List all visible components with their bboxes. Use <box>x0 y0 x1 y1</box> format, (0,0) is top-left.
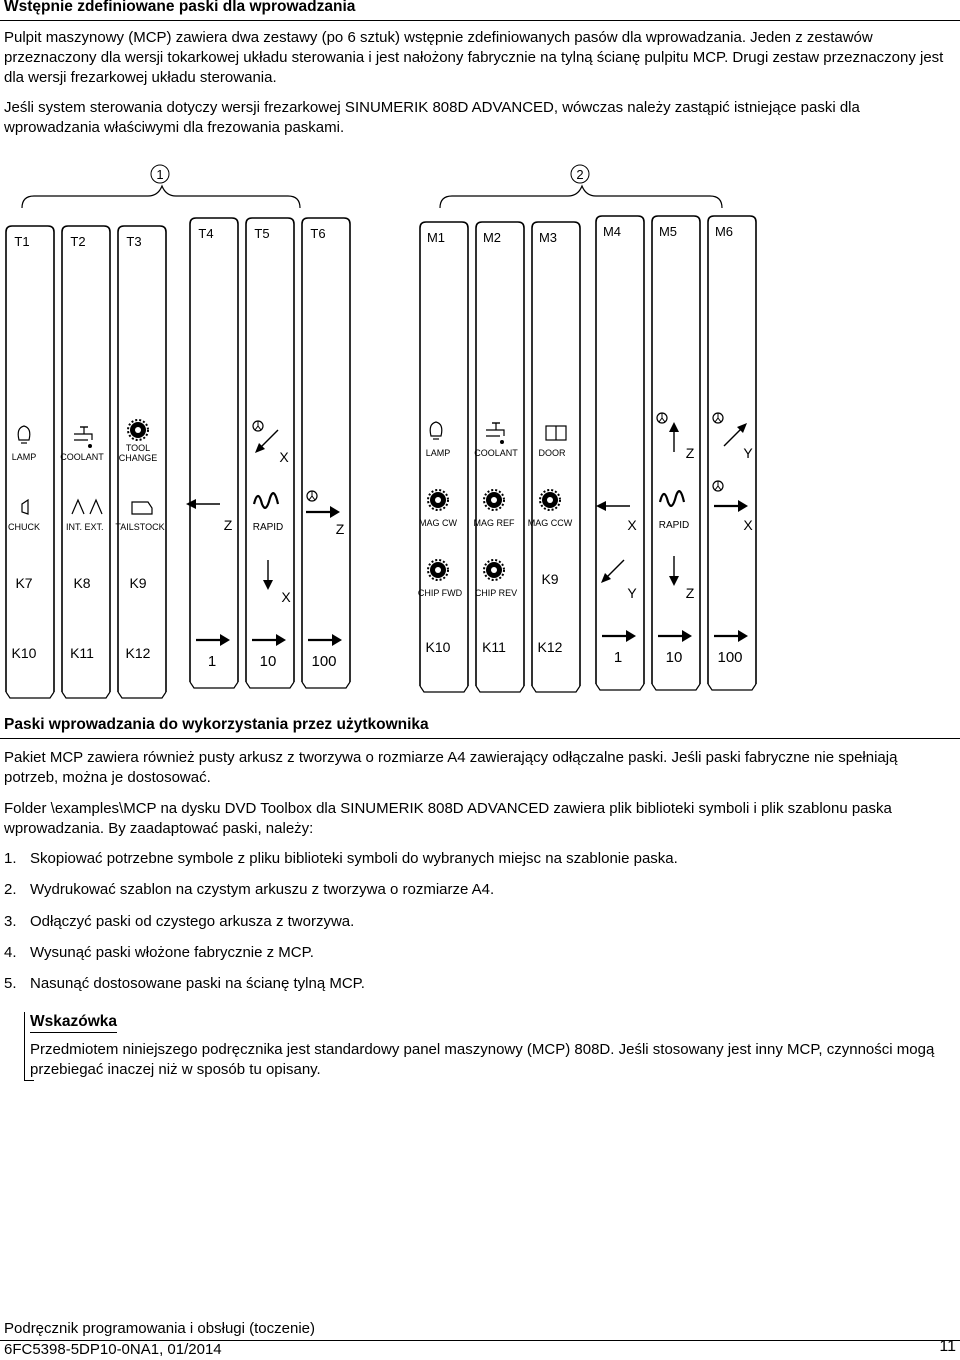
chip-fwd-icon <box>428 560 448 580</box>
mag-ref-icon <box>484 490 504 510</box>
strip-label: Z <box>685 585 695 601</box>
strip-label: Z <box>685 445 695 461</box>
subsection-heading: Paski wprowadzania do wykorzystania przez użytkownika <box>4 716 429 733</box>
insert-strip-m3 <box>528 222 580 692</box>
spindle-icon <box>713 481 723 491</box>
mag-cw-icon <box>428 490 448 510</box>
insert-strip-m5 <box>652 216 700 690</box>
spindle-icon <box>657 413 667 423</box>
insert-strip-m4 <box>596 216 644 690</box>
arrow-diag-icon <box>724 423 747 446</box>
list-item: 5. Nasunąć dostosowane paski na ścianę tylną MCP. <box>4 975 365 992</box>
note-text: Przedmiotem niniejszego podręcznika jest standardowy panel maszynowy (MCP) 808D. Jeśli stosowany jest inny MCP, czynności mogą przebiegać inaczej niż w sposób tu opisany. <box>30 1041 935 1078</box>
strip-header: M1 <box>426 230 446 245</box>
strip-label: DOOR <box>538 448 566 458</box>
strip-label: 1 <box>207 653 217 670</box>
insert-strip-t5 <box>246 218 294 688</box>
arrow-right-icon <box>714 500 748 512</box>
brace-milling <box>440 186 722 208</box>
tailstock-icon <box>132 502 152 514</box>
section-heading: Wstępnie zdefiniowane paski dla wprowadzania <box>4 0 356 15</box>
spindle-icon <box>307 491 317 501</box>
arrow-up-icon <box>669 422 679 452</box>
arrow-right-icon <box>196 634 230 646</box>
body-paragraph-2: Folder \examples\MCP na dysku DVD Toolbox dla SINUMERIK 808D ADVANCED zawiera plik biblioteki symboli i plik szablonu paska wprowadzania. By zaadaptować paski, należy: <box>4 800 892 837</box>
insert-strip-t1 <box>6 226 54 698</box>
subsection-heading-bar <box>0 716 960 739</box>
strip-label: CHIP REV <box>474 588 518 598</box>
strip-label: 10 <box>259 653 277 670</box>
strip-header: T6 <box>310 226 326 241</box>
rapid-icon <box>254 493 278 508</box>
arrow-right-icon <box>308 634 342 646</box>
strip-label: CHIP FWD <box>417 588 463 598</box>
strip-label: K11 <box>70 645 94 661</box>
strip-label: 100 <box>717 649 743 666</box>
strip-label: MAG CW <box>419 518 457 528</box>
strip-header: M6 <box>714 224 734 239</box>
strip-label: K12 <box>125 645 151 661</box>
insert-strip-m2 <box>473 222 524 692</box>
brace-turning <box>22 186 300 208</box>
strip-header: T5 <box>254 226 270 241</box>
strip-label: TAILSTOCK <box>115 522 165 532</box>
insert-strip-t2 <box>60 226 110 698</box>
strip-label: INT. <box>65 522 83 532</box>
arrow-left-icon <box>596 501 630 511</box>
strip-label: 100 <box>311 653 337 670</box>
coolant-icon <box>486 423 504 444</box>
arrow-right-icon <box>714 630 748 642</box>
strip-label: Z <box>223 517 233 533</box>
strip-label: 1 <box>613 649 623 666</box>
strip-label: RAPID <box>252 522 284 533</box>
insert-strip-t4 <box>186 218 238 688</box>
intro-paragraph-2: Jeśli system sterowania dotyczy wersji frezarkowej SINUMERIK 808D ADVANCED, wówczas należy zastąpić istniejące paski dla wprowadzania właściwymi dla frezowania paskami. <box>4 99 860 136</box>
callout-2 <box>571 165 589 183</box>
section-heading-bar <box>0 0 960 21</box>
strip-label: LAMP <box>11 452 37 462</box>
strip-label: X <box>627 517 637 533</box>
strip-label: X <box>281 589 291 605</box>
strip-label: CHUCK <box>7 522 41 532</box>
strip-label: Y <box>743 445 753 461</box>
list-item: 1. Skopiować potrzebne symbole z pliku biblioteki symboli do wybranych miejsc na szablonie paska. <box>4 850 678 867</box>
intro-paragraph-1: Pulpit maszynowy (MCP) zawiera dwa zestawy (po 6 sztuk) wstępnie zdefiniowanych pasów dla wprowadzania. Jeden z zestawów przeznaczony dla wersji tokarkowej układu sterowania i jest nałożony fabrycznie na tylną ścianę pulpitu MCP. Drugi zestaw przeznaczony jest dla wersji frezarkowej układu sterowania. <box>4 29 944 86</box>
mag-ccw-icon <box>540 490 560 510</box>
note-base-rule <box>24 1080 34 1081</box>
coolant-icon <box>74 427 92 448</box>
spindle-icon <box>713 413 723 423</box>
strip-label: K9 <box>541 571 559 587</box>
strip-label: K10 <box>11 645 37 661</box>
strip-header: T2 <box>70 234 86 249</box>
tool-change-icon <box>128 420 148 440</box>
arrow-right-icon <box>602 630 636 642</box>
arrow-diag-icon <box>255 430 278 453</box>
strip-header: T4 <box>198 226 214 241</box>
strip-label: TOOL <box>125 443 151 453</box>
strip-label: COOLANT <box>474 448 518 458</box>
svg-text:2: 2 <box>576 167 584 182</box>
arrow-right-icon <box>306 506 340 518</box>
strip-header: M4 <box>602 224 622 239</box>
strip-label: MAG REF <box>473 518 515 528</box>
strip-header: T3 <box>126 234 142 249</box>
coolant-int-ext-icon <box>72 500 102 514</box>
strip-header: M3 <box>538 230 558 245</box>
strip-header: T1 <box>14 234 30 249</box>
footer-code: 6FC5398-5DP10-0NA1, 01/2014 <box>4 1341 222 1358</box>
strip-label: RAPID <box>658 520 690 531</box>
list-item: 2. Wydrukować szablon na czystym arkuszu z tworzywa o rozmiarze A4. <box>4 881 495 898</box>
insert-strip-m1 <box>418 222 468 692</box>
strip-label: Y <box>627 585 637 601</box>
insert-strip-t3 <box>115 226 166 698</box>
strip-label: K10 <box>425 639 451 655</box>
strip-label: 10 <box>665 649 683 666</box>
strip-label: K8 <box>73 575 91 591</box>
strip-label: CHANGE <box>118 453 158 463</box>
callout-1 <box>151 165 169 183</box>
list-item: 3. Odłączyć paski od czystego arkusza z tworzywa. <box>4 913 355 930</box>
arrow-down-icon <box>669 556 679 586</box>
arrow-diag-icon <box>601 560 624 583</box>
insert-strip-m6 <box>708 216 756 690</box>
strip-label: K7 <box>15 575 33 591</box>
arrow-down-icon <box>263 560 273 590</box>
body-paragraph-1: Pakiet MCP zawiera również pusty arkusz z tworzywa o rozmiarze A4 zawierający odłączalne paski. Jeśli paski fabryczne nie spełniają potrzeb, można je dostosować. <box>4 749 898 786</box>
strip-label: LAMP <box>425 448 451 458</box>
note-title: Wskazówka <box>30 1013 117 1033</box>
footer-title: Podręcznik programowania i obsługi (toczenie) <box>4 1320 315 1337</box>
strip-label: X <box>279 449 289 465</box>
list-item: 4. Wysunąć paski włożone fabrycznie z MCP. <box>4 944 314 961</box>
chuck-icon <box>22 500 28 514</box>
insert-strips-figure <box>0 150 960 700</box>
rapid-icon <box>660 491 684 506</box>
arrow-right-icon <box>252 634 286 646</box>
arrow-right-icon <box>658 630 692 642</box>
svg-text:1: 1 <box>156 167 164 182</box>
strip-label: Z <box>335 521 345 537</box>
note-vertical-rule <box>24 1012 25 1080</box>
chip-rev-icon <box>484 560 504 580</box>
strip-label: K12 <box>537 639 563 655</box>
strip-label: MAG CCW <box>527 518 573 528</box>
strip-label: X <box>743 517 753 533</box>
spindle-icon <box>253 421 263 431</box>
strip-header: M5 <box>658 224 678 239</box>
insert-strip-t6 <box>302 218 350 688</box>
strip-header: M2 <box>482 230 502 245</box>
arrow-left-icon <box>186 499 220 509</box>
strip-label: EXT. <box>84 522 104 532</box>
lamp-icon <box>430 422 442 439</box>
strip-label: K9 <box>129 575 147 591</box>
page-number: 11 <box>939 1338 956 1355</box>
strip-label: COOLANT <box>60 452 104 462</box>
strip-label: K11 <box>482 639 506 655</box>
lamp-icon <box>18 426 30 443</box>
